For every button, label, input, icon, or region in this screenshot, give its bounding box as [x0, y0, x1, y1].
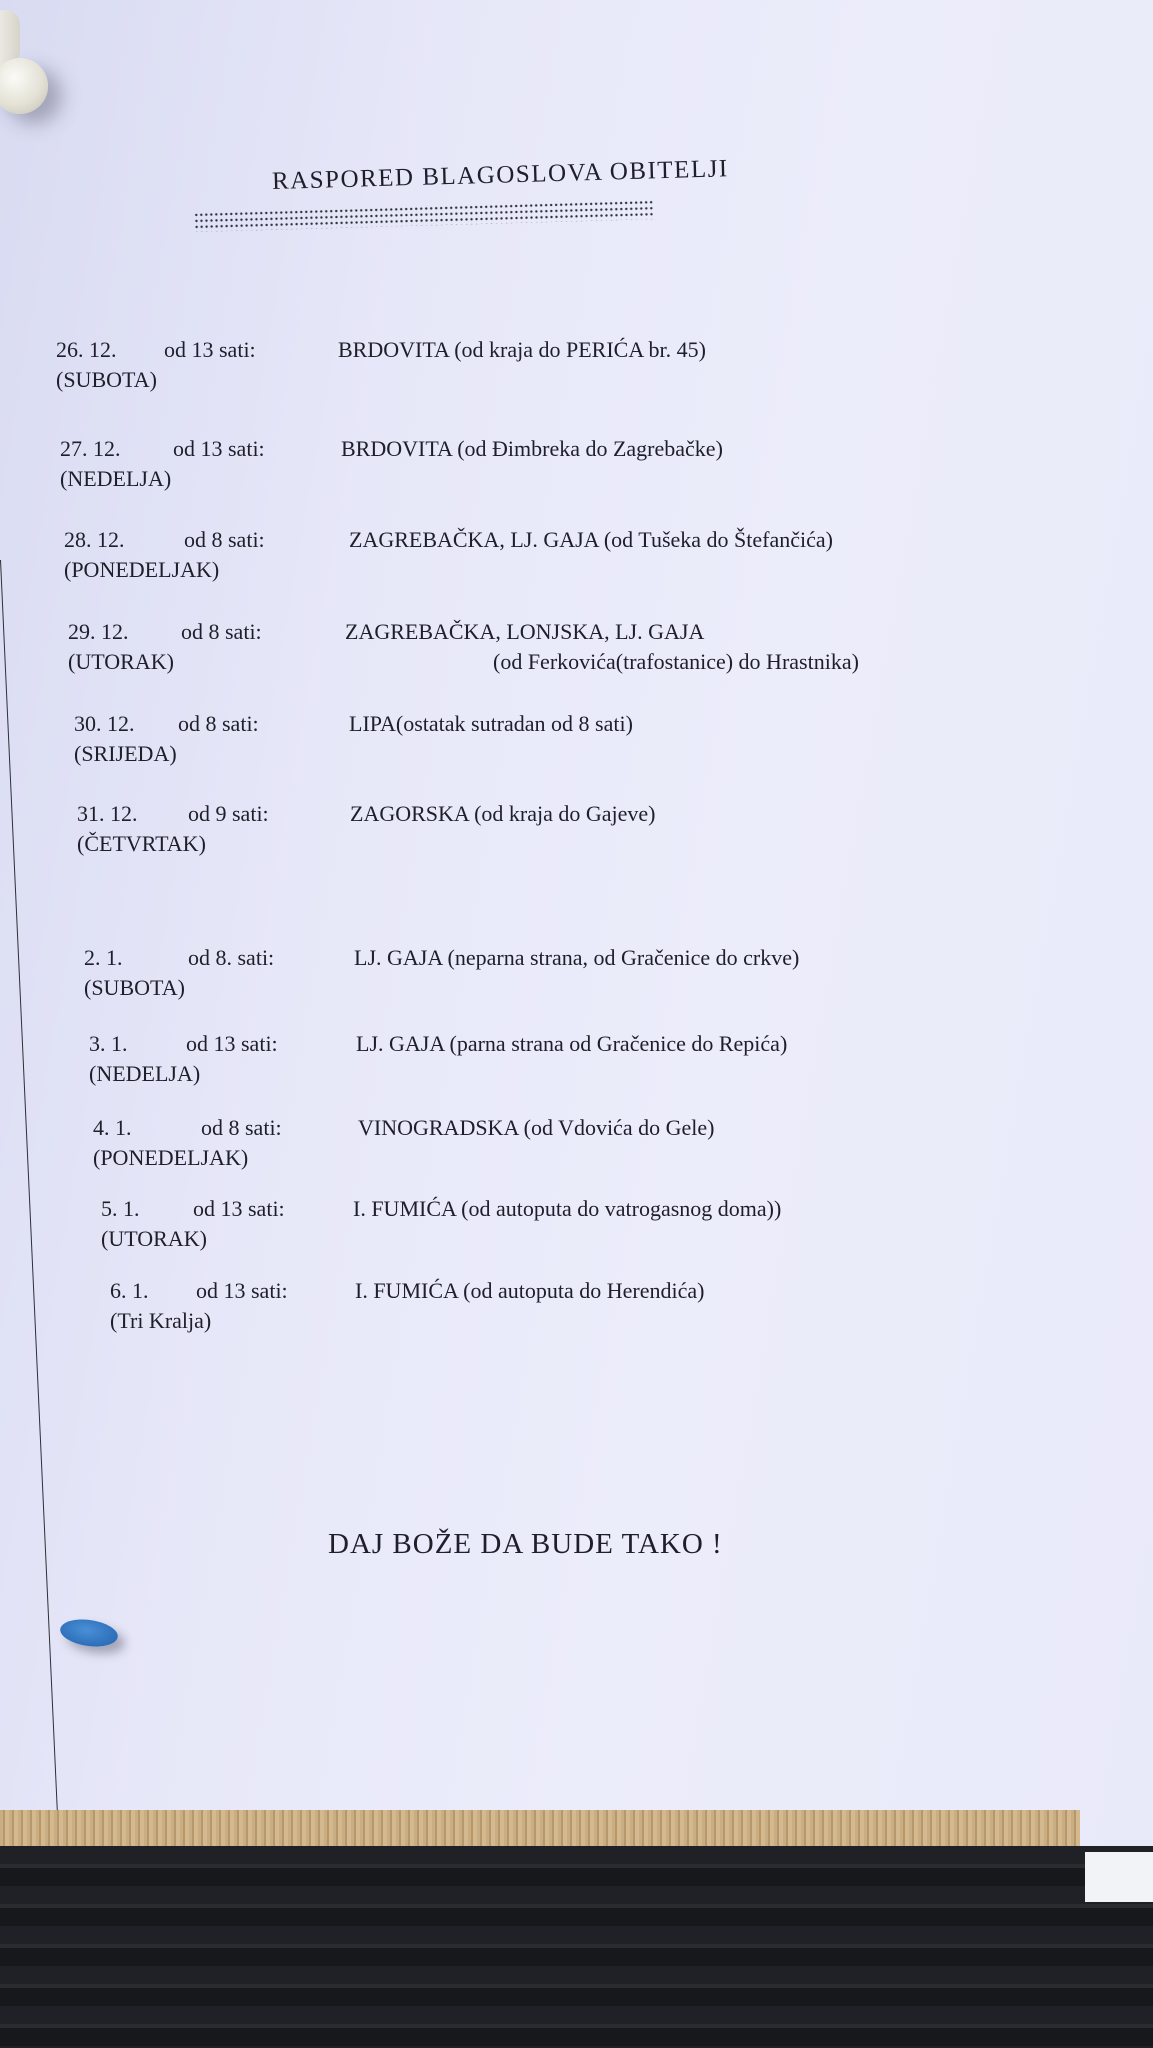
closing-line: DAJ BOŽE DA BUDE TAKO !: [328, 1528, 723, 1560]
schedule-location: BRDOVITA (od Đimbreka do Zagrebačke): [341, 436, 723, 461]
schedule-day: (UTORAK): [101, 1226, 207, 1251]
schedule-location-continued: (od Ferkovića(trafostanice) do Hrastnika): [493, 649, 859, 674]
schedule-time: od 8 sati:: [184, 527, 265, 552]
cork-board-strip: [0, 1810, 1080, 1846]
schedule-time: od 13 sati:: [193, 1196, 285, 1221]
schedule-date: 30. 12.: [74, 711, 135, 736]
schedule-date: 26. 12.: [56, 337, 117, 362]
schedule-day: (SUBOTA): [56, 367, 157, 392]
schedule-time: od 8. sati:: [188, 945, 275, 970]
schedule-date: 6. 1.: [110, 1278, 149, 1303]
schedule-location: LJ. GAJA (neparna strana, od Gračenice do crkve): [354, 945, 800, 970]
blue-pushpin-icon: [58, 1616, 119, 1650]
schedule-date: 2. 1.: [84, 945, 123, 970]
schedule-day: (SRIJEDA): [74, 741, 177, 766]
board-frame: [0, 1846, 1153, 2048]
schedule-time: od 13 sati:: [196, 1278, 288, 1303]
schedule-time: od 9 sati:: [188, 801, 269, 826]
paper-corner: [1085, 1852, 1153, 1902]
schedule-location: ZAGREBAČKA, LONJSKA, LJ. GAJA: [345, 619, 705, 644]
schedule-location: ZAGREBAČKA, LJ. GAJA (od Tušeka do Štefančića): [349, 527, 833, 552]
schedule-location: LJ. GAJA (parna strana od Gračenice do Repića): [356, 1031, 788, 1056]
schedule-date: 28. 12.: [64, 527, 125, 552]
schedule-day: (NEDELJA): [60, 466, 172, 491]
schedule-time: od 13 sati:: [164, 337, 256, 362]
schedule-date: 5. 1.: [101, 1196, 140, 1221]
paper-fold-line: [0, 560, 58, 1819]
schedule-date: 3. 1.: [89, 1031, 128, 1056]
schedule-day: (ČETVRTAK): [77, 831, 206, 856]
schedule-location: LIPA(ostatak sutradan od 8 sati): [349, 711, 633, 736]
schedule-time: od 8 sati:: [181, 619, 262, 644]
schedule-location: VINOGRADSKA (od Vdovića do Gele): [358, 1115, 715, 1140]
schedule-location: ZAGORSKA (od kraja do Gajeve): [350, 801, 656, 826]
schedule-day: (PONEDELJAK): [93, 1145, 249, 1170]
schedule-day: (SUBOTA): [84, 975, 185, 1000]
schedule-day: (UTORAK): [68, 649, 174, 674]
schedule-location: I. FUMIĆA (od autoputa do Herendića): [355, 1278, 705, 1303]
schedule-day: (NEDELJA): [89, 1061, 201, 1086]
title-dotted-underline: [194, 199, 654, 232]
schedule-location: BRDOVITA (od kraja do PERIĆA br. 45): [338, 337, 706, 362]
schedule-date: 29. 12.: [68, 619, 129, 644]
schedule-time: od 8 sati:: [178, 711, 259, 736]
schedule-day: (PONEDELJAK): [64, 557, 220, 582]
schedule-time: od 8 sati:: [201, 1115, 282, 1140]
schedule-time: od 13 sati:: [173, 436, 265, 461]
schedule-location: I. FUMIĆA (od autoputa do vatrogasnog doma)): [353, 1196, 782, 1221]
schedule-time: od 13 sati:: [186, 1031, 278, 1056]
schedule-day: (Tri Kralja): [110, 1308, 212, 1333]
schedule-date: 27. 12.: [60, 436, 121, 461]
white-pushpin-icon: [0, 58, 48, 114]
document-title: RASPORED BLAGOSLOVA OBITELJI: [271, 155, 730, 195]
schedule-date: 4. 1.: [93, 1115, 132, 1140]
schedule-date: 31. 12.: [77, 801, 138, 826]
